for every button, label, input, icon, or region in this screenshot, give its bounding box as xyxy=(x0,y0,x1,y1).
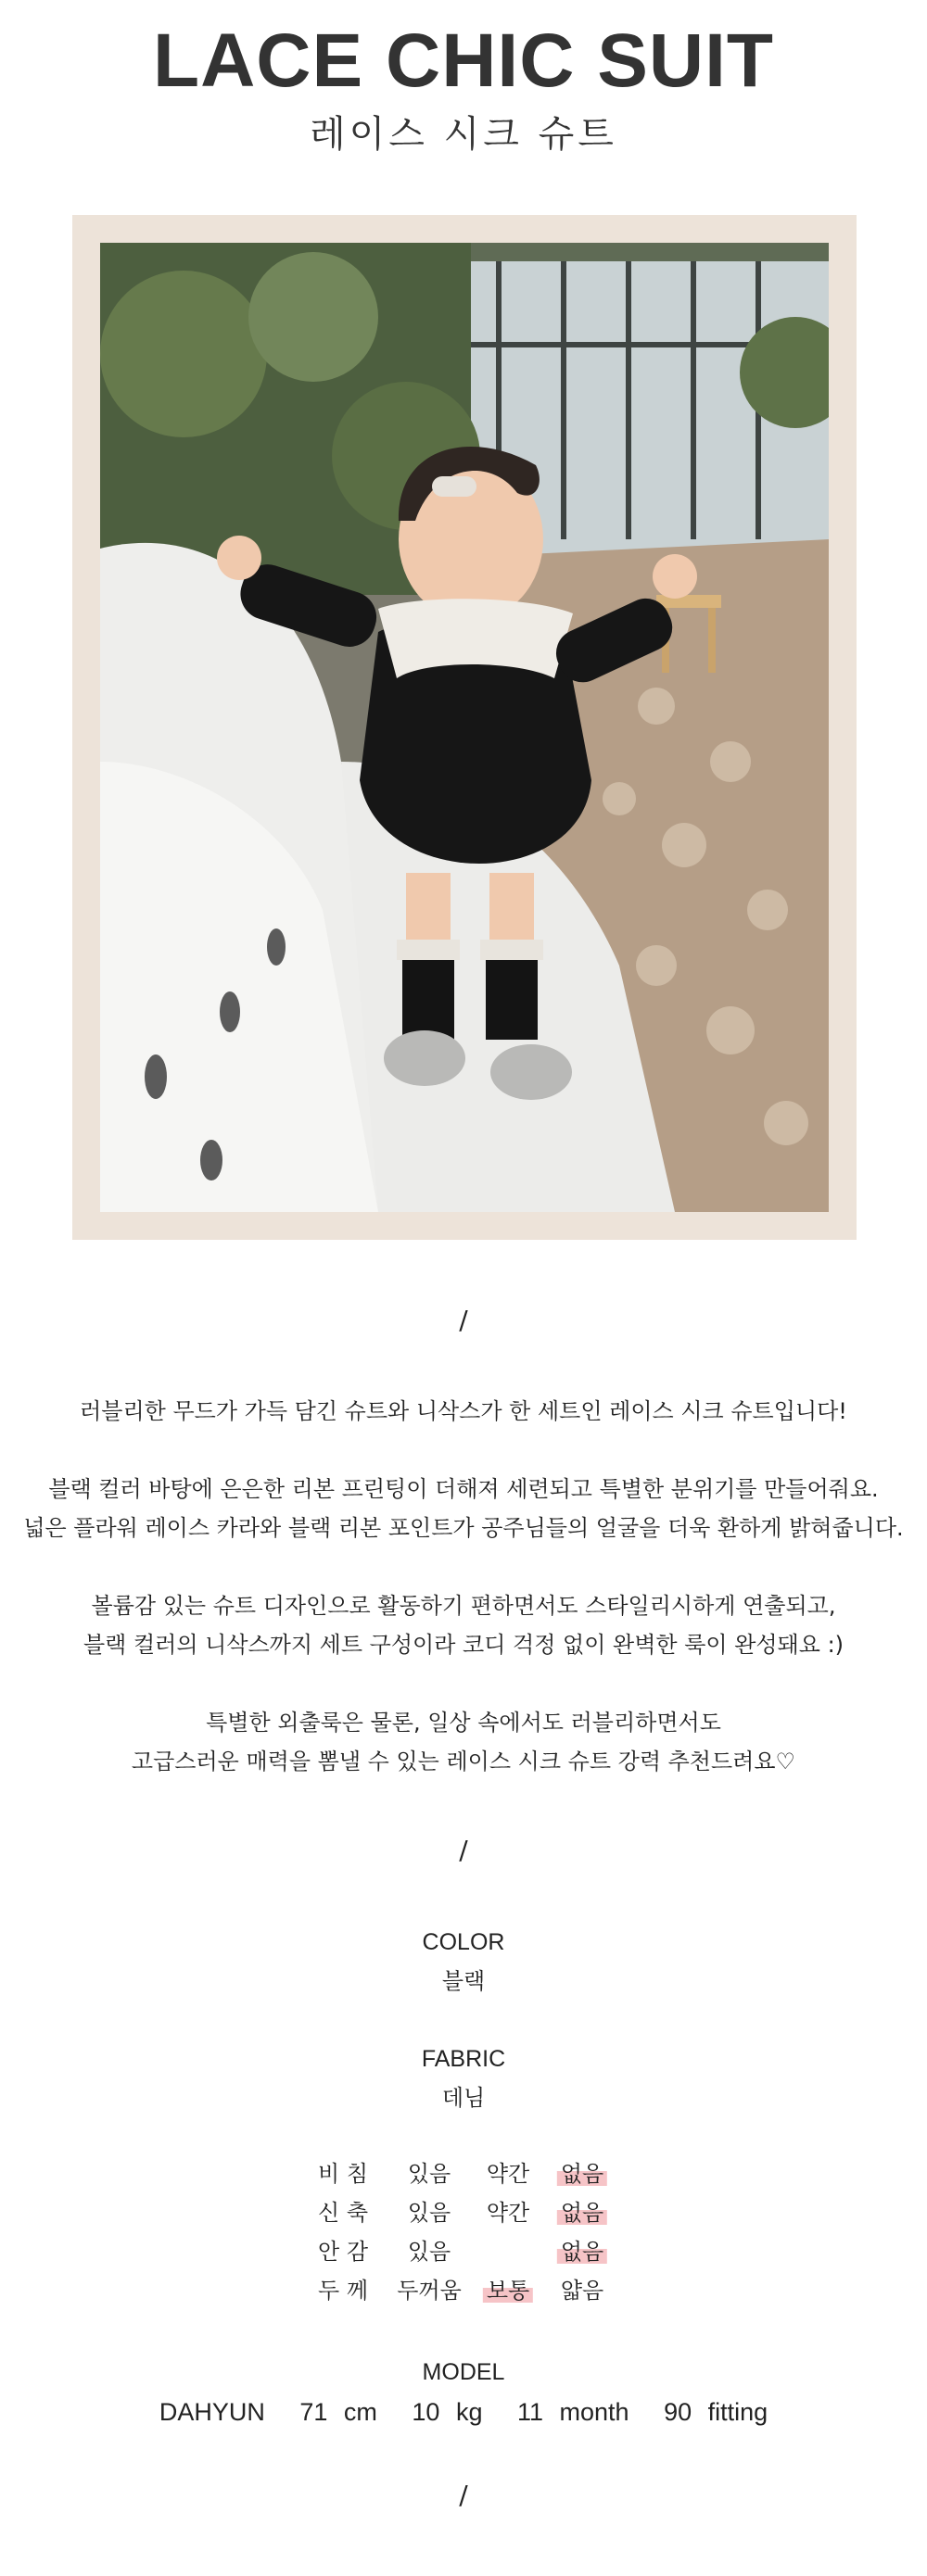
description-line: 넓은 플라워 레이스 카라와 블랙 리본 포인트가 공주님들의 얼굴을 더욱 환하게 밝혀줍니다. xyxy=(23,1515,904,1541)
description-line: 러블리한 무드가 가득 담긴 슈트와 니삭스가 한 세트인 레이스 시크 슈트입니다! xyxy=(80,1398,847,1424)
description-line: 블랙 컬러 바탕에 은은한 리본 프린팅이 더해져 세련되고 특별한 분위기를 만들어줘요. xyxy=(48,1476,879,1502)
property-option: 약간 xyxy=(486,2161,530,2187)
property-name: 안 감 xyxy=(318,2239,368,2265)
property-name: 비 침 xyxy=(318,2161,368,2187)
description-line: 고급스러운 매력을 뽐낼 수 있는 레이스 시크 슈트 강력 추천드려요♡ xyxy=(131,1749,796,1774)
property-option: 약간 xyxy=(486,2200,530,2226)
product-subtitle: 레이스 시크 슈트 xyxy=(310,113,617,156)
color-value: 블랙 xyxy=(441,1968,486,1994)
fabric-value: 데님 xyxy=(441,2085,486,2111)
model-name: DAHYUN xyxy=(159,2398,265,2426)
description-paragraph xyxy=(0,1586,927,1664)
description-paragraph xyxy=(0,1703,927,1781)
product-title: LACE CHIC SUIT xyxy=(153,19,774,103)
product-photo xyxy=(100,243,829,1212)
model-info xyxy=(0,2396,927,2428)
property-option: 있음 xyxy=(407,2161,451,2187)
description-line: 블랙 컬러의 니삭스까지 세트 구성이라 코디 걱정 없이 완벽한 룩이 완성돼요 :) xyxy=(83,1632,844,1658)
color-label: COLOR xyxy=(422,1929,505,1955)
model-age: 11 month xyxy=(516,2398,629,2426)
property-option-selected: 보통 xyxy=(483,2276,533,2305)
product-photo-frame xyxy=(72,215,857,1240)
property-option: 얇음 xyxy=(560,2278,604,2304)
model-label: MODEL xyxy=(422,2359,505,2385)
description-paragraph xyxy=(0,1392,927,1431)
separator: / xyxy=(459,1835,468,1865)
fabric-label: FABRIC xyxy=(421,2046,506,2072)
property-option: 있음 xyxy=(407,2200,451,2226)
property-option-selected: 없음 xyxy=(557,2198,607,2228)
property-option-selected: 없음 xyxy=(557,2237,607,2267)
model-weight: 10 kg xyxy=(412,2398,483,2426)
model-height: 71 cm xyxy=(299,2398,377,2426)
property-option: 두꺼움 xyxy=(397,2278,462,2304)
property-name: 두 께 xyxy=(318,2278,368,2304)
property-option-selected: 없음 xyxy=(557,2159,607,2189)
property-option: 있음 xyxy=(407,2239,451,2265)
description-line: 특별한 외출룩은 물론, 일상 속에서도 러블리하면서도 xyxy=(206,1710,721,1736)
model-fitting: 90 fitting xyxy=(664,2398,768,2426)
separator: / xyxy=(459,2480,468,2510)
property-name: 신 축 xyxy=(318,2200,368,2226)
description-line: 볼륨감 있는 슈트 디자인으로 활동하기 편하면서도 스타일리시하게 연출되고, xyxy=(91,1593,836,1619)
description-paragraph xyxy=(0,1470,927,1547)
fabric-property-table xyxy=(0,2159,927,2317)
separator: / xyxy=(459,1305,468,1335)
